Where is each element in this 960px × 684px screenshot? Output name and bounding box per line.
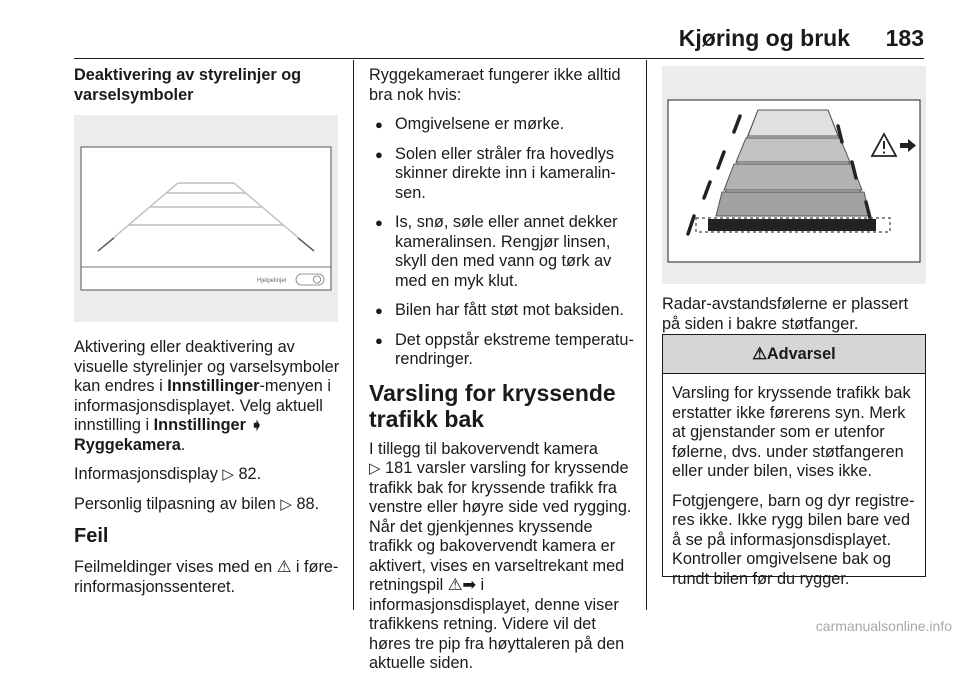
page-header	[0, 25, 960, 61]
page-ref-link[interactable]: 88	[296, 494, 315, 513]
warning-paragraph-2: Fotgjengere, barn og dyr registre-res ikke. Ikke rygg bilen bare ved å se på informasjonsdisplayet. Kontroller omgivelsene bak og rundt bilen før du rygger.	[672, 491, 915, 588]
camera-guidelines-figure	[74, 115, 338, 322]
column-divider-1	[353, 60, 354, 610]
column-2	[369, 66, 635, 684]
page-ref-icon: ▷	[369, 460, 381, 477]
settings-paragraph: Aktivering eller deaktivering av visuelle styrelinjer og varselsymboler kan endres i Innstillinger-menyen i informasjonsdisplayet. Velg aktuell innstilling i Innstillinger ➧ Ryggekamera.	[74, 338, 340, 454]
info-display-ref: Informasjonsdisplay ▷ 82.	[74, 465, 262, 483]
list-item: ● Solen eller stråler fra hovedlys skinner direkte inn i kameralin-sen.	[369, 145, 635, 204]
radar-sensor-paragraph: Radar-avstandsfølerne er plassert på siden i bakre støtfanger.	[662, 295, 909, 333]
list-item: ● Omgivelsene er mørke.	[369, 115, 635, 135]
page-ref-icon: ▷	[222, 466, 234, 483]
cross-traffic-illustration	[662, 66, 926, 284]
warning-paragraph-1: Varsling for kryssende trafikk bak erstatter ikke førerens syn. Merk at gjenstander som er utenfor følerne, dvs. under støtfangeren eller under bilen, vises ikke.	[672, 384, 911, 480]
warning-triangle-icon: ⚠	[276, 558, 292, 576]
fault-heading: Feil	[74, 525, 109, 547]
column-1-body	[74, 338, 342, 607]
cross-traffic-heading: Varsling for kryssende trafikk bak	[369, 379, 616, 432]
warning-box	[662, 334, 926, 588]
page-number: 183	[885, 25, 924, 51]
section-title: Kjøring og bruk	[678, 25, 850, 51]
warning-triangle-arrow-icon: ⚠➡	[447, 576, 476, 594]
list-item: ● Det oppstår ekstreme temperatu-rendringer.	[369, 331, 635, 370]
cross-traffic-paragraph: I tillegg til bakovervendt kamera ▷ 181 varsler varsling for kryssende trafikk bak for kryssende trafikk fra venstre eller høyre side ved rygging. Når det gjenkjennes kryssende trafikk og bakovervendt kamera er aktivert, vises en varseltrekant med retningspil ⚠➡ i informasjonsdisplayet, denne viser trafikkens retning. Videre vil det høres tre pip fra høyttaleren på den aktuelle siden.	[369, 439, 632, 672]
page-ref-link[interactable]: 82	[238, 465, 257, 483]
fault-paragraph: Feilmeldinger vises med en ⚠ i føre-rinformasjonssenteret.	[74, 558, 339, 596]
warning-body	[663, 374, 925, 589]
toggle-switch	[296, 274, 324, 285]
warning-triangle-icon: ⚠	[752, 345, 767, 363]
header-rule	[74, 58, 924, 59]
page-ref-icon: ▷	[280, 495, 292, 513]
section-heading: Deaktivering av styrelinjer og varselsymboler	[74, 66, 302, 104]
page-ref-link[interactable]: 181	[385, 459, 413, 477]
camera-limits-list	[369, 115, 635, 370]
column-divider-2	[646, 60, 647, 610]
warning-title: Advarsel	[766, 345, 836, 363]
guidelines-label: Hjelpelinjer	[257, 278, 287, 284]
camera-limits-intro: Ryggekameraet fungerer ikke alltid bra nok hvis:	[369, 66, 621, 104]
list-item: ● Is, snø, søle eller annet dekker kameralinsen. Rengjør linsen, skyll den med vann og tørk av med en myk klut.	[369, 213, 635, 291]
cross-traffic-display-figure	[662, 66, 926, 284]
list-item: ● Bilen har fått støt mot baksiden.	[369, 301, 635, 321]
personalization-ref: Personlig tilpasning av bilen ▷ 88.	[74, 494, 320, 513]
watermark: carmanualsonline.info	[815, 618, 952, 634]
arrow-right-icon: ➧	[250, 417, 264, 434]
warning-header	[663, 335, 925, 374]
guidelines-illustration	[74, 115, 338, 322]
